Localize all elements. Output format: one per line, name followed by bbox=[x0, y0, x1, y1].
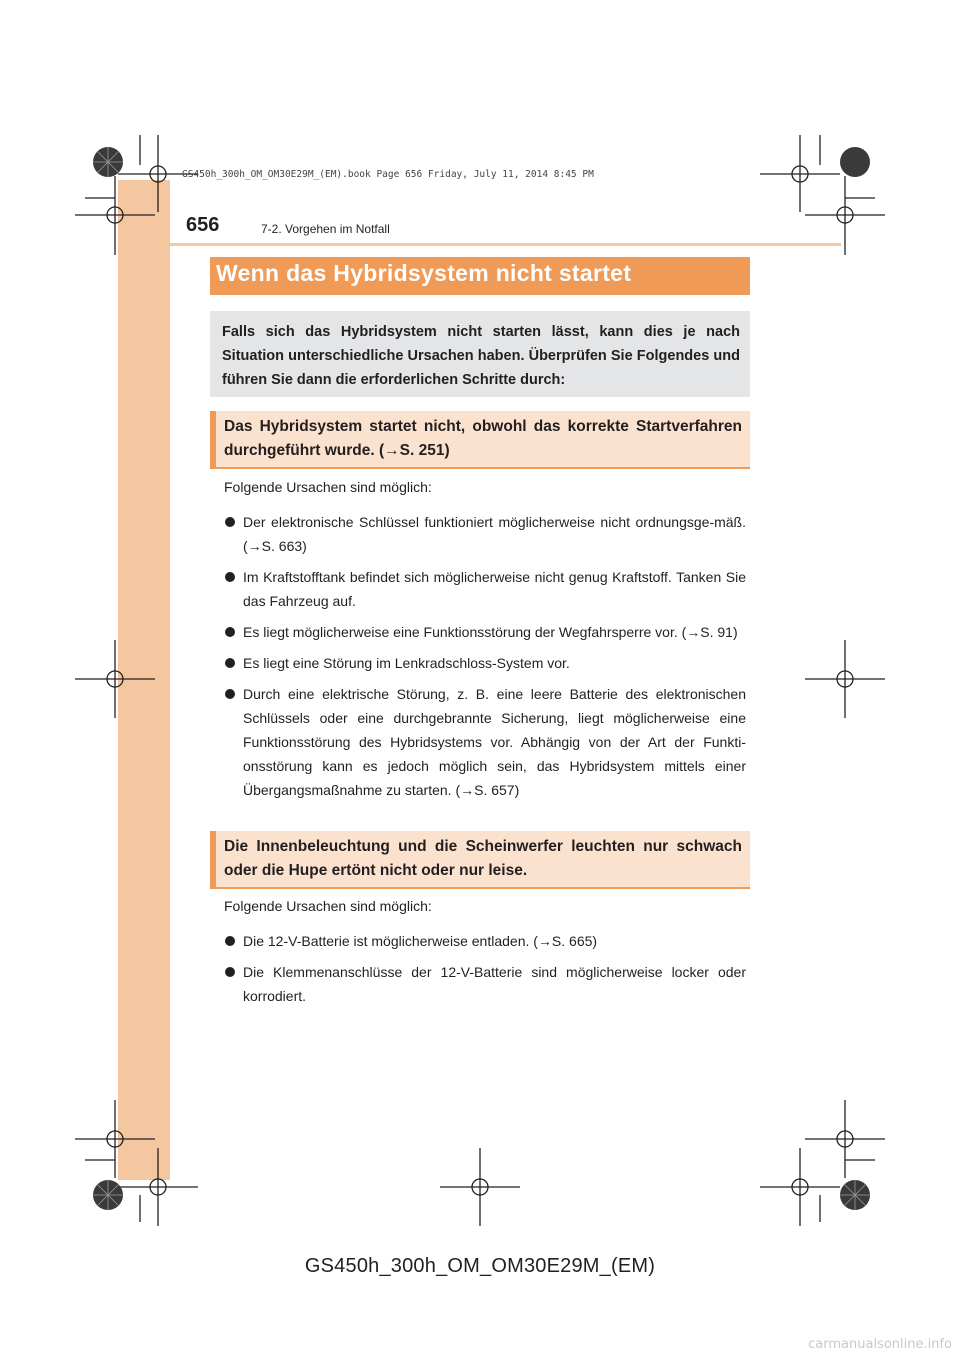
section-heading-text: Die Innenbeleuchtung und die Scheinwerfer leuchten nur schwach oder die Hupe ertönt nicht oder nur leise. bbox=[224, 838, 742, 879]
list-item bbox=[224, 929, 746, 953]
section-lead: Folgende Ursachen sind möglich: bbox=[224, 479, 432, 495]
book-info: GS450h_300h_OM_OM30E29M_(EM).book Page 656 Friday, July 11, 2014 8:45 PM bbox=[182, 169, 594, 180]
footer-code: GS450h_300h_OM_OM30E29M_(EM) bbox=[304, 1255, 656, 1277]
section-body-1 bbox=[224, 477, 746, 809]
list-item-text: Es liegt eine Störung im Lenkradschloss-System vor. bbox=[243, 655, 570, 671]
list-item bbox=[224, 510, 746, 558]
list-item bbox=[224, 565, 746, 613]
section-label: 7-2. Vorgehen im Notfall bbox=[261, 222, 390, 236]
section-heading-2 bbox=[210, 831, 750, 889]
bullet-icon bbox=[225, 572, 235, 582]
list-item-text: Der elektronische Schlüssel funktioniert möglicherweise nicht ordnungsge-mäß. (→S. 663) bbox=[243, 514, 746, 554]
bullet-icon bbox=[225, 658, 235, 668]
bullet-icon bbox=[225, 689, 235, 699]
bullet-icon bbox=[225, 517, 235, 527]
bullet-icon bbox=[225, 627, 235, 637]
intro-text: Falls sich das Hybridsystem nicht starten lässt, kann dies je nach Situation unterschiedliche Ursachen haben. Überprüfen Sie Folgendes und führen Sie dann die erforderlichen Schritte durch: bbox=[222, 324, 740, 388]
watermark[interactable]: carmanualsonline.info bbox=[808, 1337, 952, 1352]
page-number: 656 bbox=[186, 214, 220, 236]
bullet-icon bbox=[225, 967, 235, 977]
intro-box bbox=[210, 311, 750, 397]
section-body-2 bbox=[224, 896, 746, 1015]
page-title: Wenn das Hybridsystem nicht startet bbox=[216, 260, 632, 286]
list-item bbox=[224, 682, 746, 802]
list-item bbox=[224, 651, 746, 675]
bullet-icon bbox=[225, 936, 235, 946]
title-bar bbox=[210, 257, 750, 295]
section-heading-1 bbox=[210, 411, 750, 469]
section-lead: Folgende Ursachen sind möglich: bbox=[224, 898, 432, 914]
list-item-text: Die Klemmenanschlüsse der 12-V-Batterie sind möglicherweise locker oder korrodiert. bbox=[243, 964, 746, 1004]
side-color-band bbox=[118, 180, 170, 1180]
list-item-text: Es liegt möglicherweise eine Funktionsstörung der Wegfahrsperre vor. (→S. 91) bbox=[243, 624, 738, 640]
list-item-text: Die 12-V-Batterie ist möglicherweise entladen. (→S. 665) bbox=[243, 933, 598, 949]
list-item-text: Im Kraftstofftank befindet sich möglicherweise nicht genug Kraftstoff. Tanken Sie das Fahrzeug auf. bbox=[243, 569, 746, 609]
list-item-text: Durch eine elektrische Störung, z. B. eine leere Batterie des elektronischen Schlüssels oder eine durchgebrannte Sicherung, liegt möglicherweise eine Funktionsstörung des Hybridsystems vor. Abhängig von der Art der Funkti-onsstörung kann es jedoch möglich sein, das Hybridsystem mittels einer Übergangsmaßnahme zu starten. (→S. 657) bbox=[243, 686, 746, 798]
header-rule bbox=[118, 243, 841, 246]
list-item bbox=[224, 620, 746, 644]
section-heading-text: Das Hybridsystem startet nicht, obwohl das korrekte Startverfahren durchgeführt wurde. (→S. 251) bbox=[224, 418, 742, 459]
list-item bbox=[224, 960, 746, 1008]
